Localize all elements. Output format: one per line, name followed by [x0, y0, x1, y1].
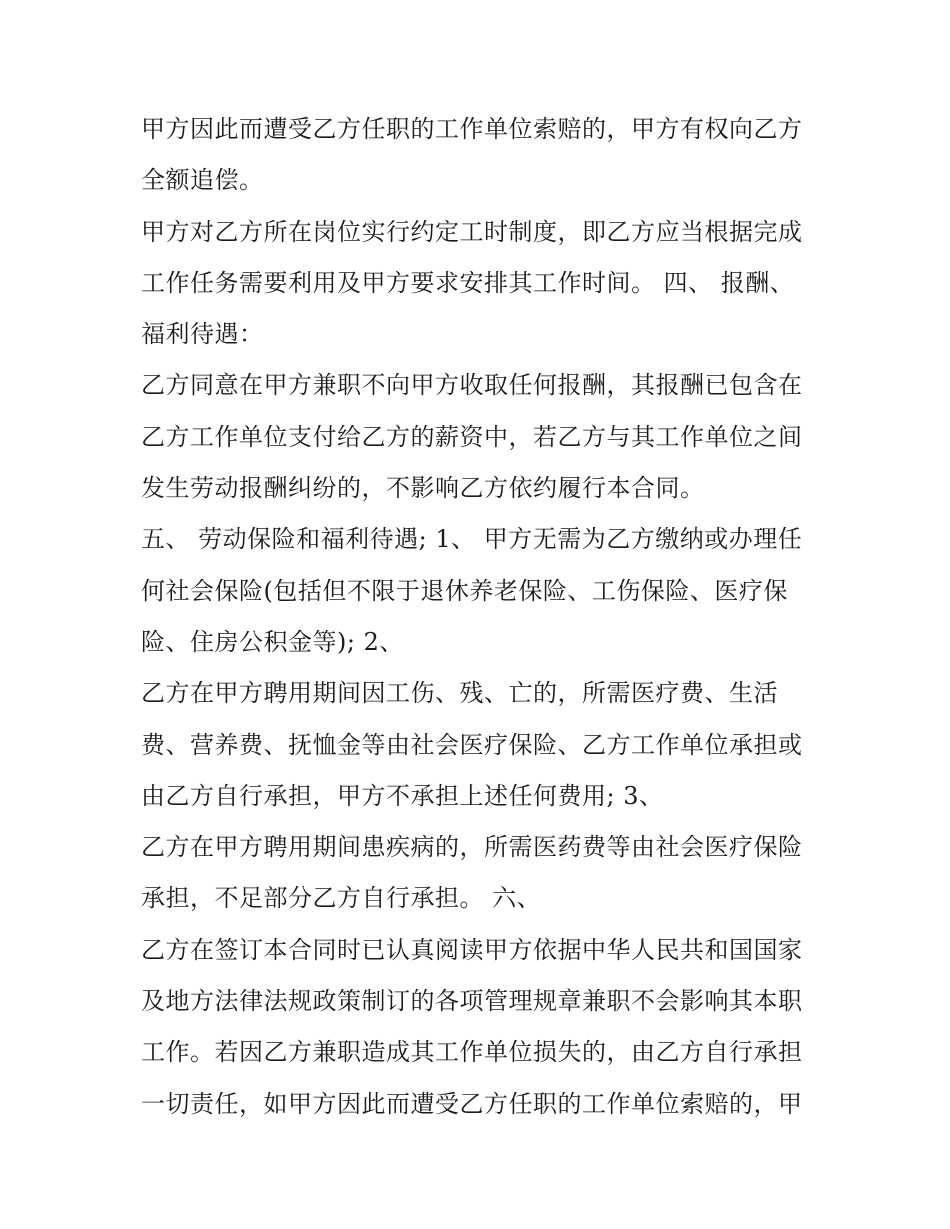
text-line: 甲方对乙方所在岗位实行约定工时制度，即乙方应当根据完成	[141, 217, 803, 246]
text-line: 何社会保险(包括但不限于退休养老保险、工伤保险、医疗保	[141, 576, 788, 605]
text-line: 乙方在甲方聘用期间因工伤、残、亡的，所需医疗费、生活	[141, 679, 778, 708]
text-line: 甲方因此而遭受乙方任职的工作单位索赔的，甲方有权向乙方	[141, 115, 803, 143]
text-line: 乙方工作单位支付给乙方的薪资中，若乙方与其工作单位之间	[141, 422, 803, 451]
text-line: 五、 劳动保险和福利待遇; 1、 甲方无需为乙方缴纳或办理任	[141, 525, 803, 554]
text-line: 一切责任，如甲方因此而遭受乙方任职的工作单位索赔的，甲	[141, 1089, 803, 1118]
text-line: 乙方同意在甲方兼职不向甲方收取任何报酬，其报酬已包含在	[141, 371, 803, 400]
text-line: 费、营养费、抚恤金等由社会医疗保险、乙方工作单位承担或	[141, 730, 803, 759]
text-line: 险、住房公积金等); 2、	[141, 627, 404, 656]
contract-body-text	[141, 104, 821, 1130]
text-line: 乙方在甲方聘用期间患疾病的，所需医药费等由社会医疗保险	[141, 833, 803, 862]
text-line: 工作任务需要利用及甲方要求安排其工作时间。 四、 报酬、	[141, 268, 795, 297]
text-line: 乙方在签订本合同时已认真阅读甲方依据中华人民共和国国家	[141, 935, 803, 964]
text-line: 承担，不足部分乙方自行承担。 六、	[141, 884, 542, 913]
text-line: 由乙方自行承担，甲方不承担上述任何费用; 3、	[141, 781, 664, 810]
text-line: 全额追偿。	[141, 166, 264, 195]
text-line: 发生劳动报酬纠纷的，不影响乙方依约履行本合同。	[141, 474, 705, 503]
text-line: 工作。若因乙方兼职造成其工作单位损失的，由乙方自行承担	[141, 1038, 803, 1067]
text-line: 福利待遇：	[141, 320, 264, 349]
text-line: 及地方法律法规政策制订的各项管理规章兼职不会影响其本职	[141, 987, 803, 1016]
